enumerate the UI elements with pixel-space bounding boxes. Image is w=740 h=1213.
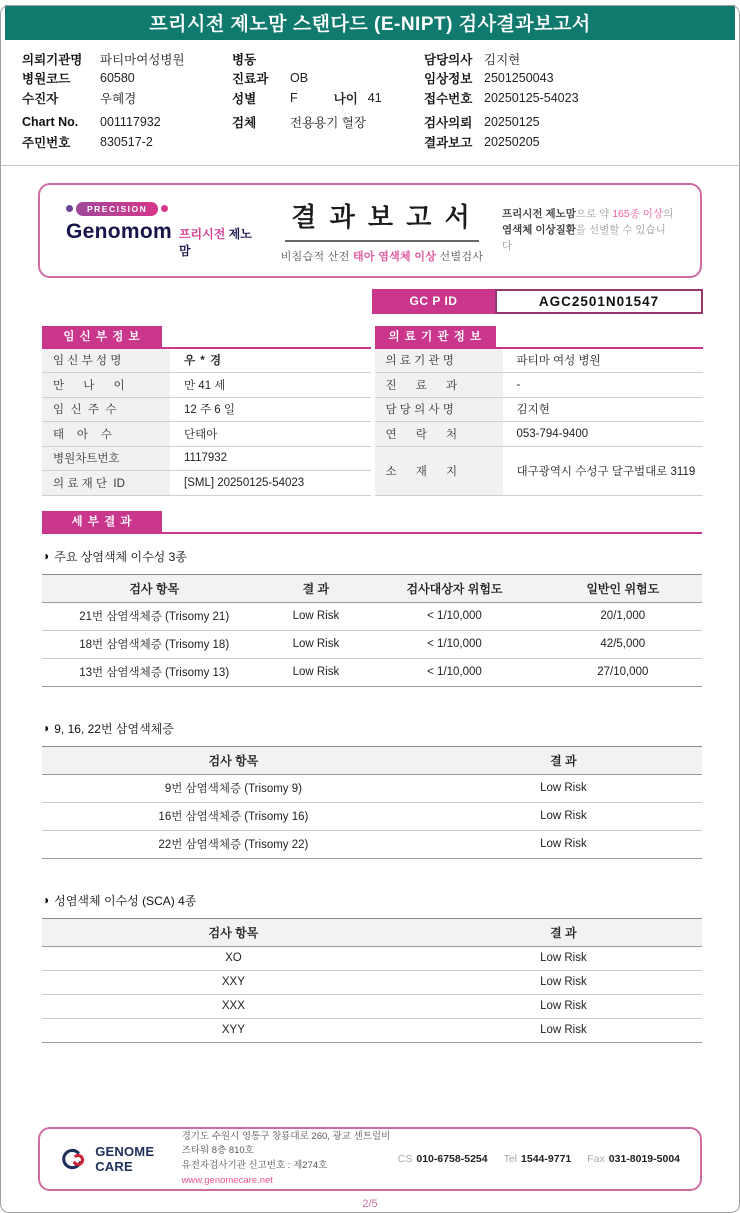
genomom-logo <box>66 202 262 259</box>
table-row <box>375 373 704 398</box>
row-value: 우 * 경 <box>184 355 223 368</box>
clinic-info-table <box>375 349 704 496</box>
row-value: 1117932 <box>184 452 228 465</box>
info-row <box>22 69 232 89</box>
contact-tel <box>504 1153 572 1165</box>
info-label: 결과보고 <box>424 135 473 150</box>
result-cell: < 1/10,000 <box>365 602 543 630</box>
genome-care-logo <box>60 1144 182 1174</box>
note-text: 의 <box>663 207 674 220</box>
info-value: 001117932 <box>100 115 161 130</box>
row-label: 만 나 이 <box>42 373 170 397</box>
info-value: 2501250043 <box>484 71 554 86</box>
table-row <box>375 422 704 447</box>
gcpid-value: AGC2501N01547 <box>495 289 703 314</box>
info-row <box>424 49 726 69</box>
row-label: 의 료 재 단 ID <box>42 471 170 495</box>
detail-results <box>42 511 702 1043</box>
result-cell: 16번 삼염색체증 (Trisomy 16) <box>42 802 425 830</box>
row-label: 진 료 과 <box>375 373 503 397</box>
footer-reg-number: 유전자검사기관 신고번호 : 제274호 <box>181 1160 328 1171</box>
info-label: 성별 <box>232 91 257 106</box>
note-bold: 염색체 이상질환 <box>502 223 576 236</box>
result-cell: 13번 삼염색체증 (Trisomy 13) <box>42 658 266 686</box>
result-cell: 21번 삼염색체증 (Trisomy 21) <box>42 602 266 630</box>
info-value: 20250125-54023 <box>484 90 579 105</box>
header-row <box>42 574 702 602</box>
note-text: 을 선별할 수 있습니다 <box>502 223 666 253</box>
row-value: 파티마 여성 병원 <box>516 355 601 368</box>
info-row <box>22 132 232 152</box>
autosome-result-table <box>42 574 702 687</box>
row-value: 만 41 세 <box>184 379 226 392</box>
info-row <box>424 113 726 133</box>
report-title: 프리시전 제노맘 스탠다드 (E-NIPT) 검사결과보고서 <box>149 14 591 35</box>
gcpid-row <box>0 289 703 314</box>
footer-card <box>38 1127 702 1191</box>
footer-contacts <box>398 1153 680 1165</box>
info-value: 우혜경 <box>100 91 137 106</box>
info-row <box>22 113 232 133</box>
result-row <box>42 946 702 970</box>
info-row <box>232 49 424 69</box>
table-row <box>375 398 704 423</box>
footer-address: 경기도 수원시 영통구 창룡대로 260, 광교 센트럴비즈타워 8층 810호 <box>181 1130 391 1157</box>
request-info-col-3 <box>424 49 726 152</box>
card-title-pill: 의 료 기 관 정 보 <box>375 326 497 347</box>
row-value: 김지현 <box>516 404 550 417</box>
section-heading-text: 9, 16, 22번 삼염색체증 <box>54 721 174 736</box>
contact-label: Tel <box>503 1153 518 1165</box>
result-cell: XYY <box>42 1018 425 1042</box>
half-circle-bullet-icon: ◑ <box>42 893 50 907</box>
header-row <box>42 746 702 774</box>
column-header: 결 과 <box>266 574 365 602</box>
brand-subtitle <box>179 225 262 259</box>
genome-care-logo-icon <box>60 1146 89 1173</box>
result-cell: 22번 삼염색체증 (Trisomy 22) <box>42 830 425 858</box>
badge-dot-right-icon <box>161 205 168 212</box>
info-label: 담당의사 <box>424 52 473 67</box>
row-label: 담 당 의 사 명 <box>375 398 503 422</box>
request-info-col-1 <box>22 49 232 152</box>
info-value: 60580 <box>100 71 135 86</box>
column-header: 결 과 <box>425 746 702 774</box>
result-row <box>42 802 702 830</box>
section-heading-text: 주요 상염색체 이수성 3종 <box>54 549 187 564</box>
info-value: F <box>290 90 298 105</box>
table-row <box>42 471 371 496</box>
result-cell: Low Risk <box>425 1018 702 1042</box>
info-label: 진료과 <box>232 72 269 87</box>
section-heading-text: 성염색체 이수성 (SCA) 4종 <box>54 893 197 908</box>
result-cell: 27/10,000 <box>544 658 702 686</box>
precision-badge-label: PRECISION <box>76 202 158 216</box>
contact-fax <box>587 1153 680 1165</box>
result-cell: Low Risk <box>266 630 365 658</box>
result-cell: < 1/10,000 <box>365 658 543 686</box>
contact-value: 031-8019-5004 <box>608 1153 680 1165</box>
request-info-panel <box>0 40 740 166</box>
result-cell: Low Risk <box>425 774 702 802</box>
row-value: 단태아 <box>184 428 218 441</box>
contact-cs <box>398 1153 488 1165</box>
info-value: 김지현 <box>484 52 521 67</box>
title-bar <box>5 5 735 40</box>
info-value: OB <box>290 71 309 86</box>
info-value: 파티마여성병원 <box>100 52 185 67</box>
column-header: 검사 항목 <box>42 918 425 946</box>
column-header: 검사 항목 <box>42 746 425 774</box>
column-header: 일반인 위험도 <box>544 574 702 602</box>
section-heading <box>42 548 702 565</box>
result-cell: Low Risk <box>425 802 702 830</box>
result-cell: XO <box>42 946 425 970</box>
info-label: 임상정보 <box>424 72 473 87</box>
info-row <box>424 88 726 108</box>
result-row <box>42 994 702 1018</box>
info-row <box>232 113 424 133</box>
info-label: 병원코드 <box>22 72 71 87</box>
table-row <box>42 349 371 374</box>
info-label: 병동 <box>232 52 257 67</box>
brand-line <box>66 220 262 259</box>
report-card-subtitle <box>281 248 484 264</box>
result-cell: Low Risk <box>266 658 365 686</box>
row-label: 임 신 주 수 <box>42 398 170 422</box>
column-header: 결 과 <box>425 918 702 946</box>
info-label: 나이 <box>333 91 358 106</box>
result-row <box>42 830 702 858</box>
row-label: 태 아 수 <box>42 422 170 446</box>
info-value: 전용용기 혈장 <box>290 116 366 131</box>
result-row <box>42 602 702 630</box>
note-text: 으로 약 <box>575 207 613 220</box>
info-label: 수진자 <box>22 91 59 106</box>
info-row <box>232 69 424 89</box>
mother-info-card <box>42 326 371 496</box>
subtitle-highlight: 태아 염색체 이상 <box>353 250 437 263</box>
page-number: 2/5 <box>362 1198 378 1210</box>
footer-address-block <box>182 1130 398 1189</box>
info-cards-row <box>42 326 703 496</box>
info-label: 검사의뢰 <box>424 116 473 131</box>
row-label: 의 료 기 관 명 <box>375 349 503 373</box>
footer-logo-text: GENOME CARE <box>95 1144 155 1174</box>
note-highlight: 165종 이상 <box>612 207 664 220</box>
table-row <box>42 422 371 447</box>
card-title-pill: 임 신 부 정 보 <box>42 326 162 347</box>
result-cell: 18번 삼염색체증 (Trisomy 18) <box>42 630 266 658</box>
subtitle-text: 선별검사 <box>436 250 484 263</box>
sca-result-table <box>42 918 702 1043</box>
row-label: 임 신 부 성 명 <box>42 349 170 373</box>
column-header: 검사 항목 <box>42 574 266 602</box>
note-bold: 프리시전 제노맘 <box>502 207 576 220</box>
info-value: 20250125 <box>484 115 540 130</box>
result-cell: Low Risk <box>425 946 702 970</box>
brand-name: Genomom <box>66 219 172 243</box>
contact-value: 1544-9771 <box>521 1153 572 1165</box>
column-header: 검사대상자 위험도 <box>365 574 543 602</box>
info-label: Chart No. <box>22 115 79 130</box>
footer-website: www.genomecare.net <box>181 1174 273 1186</box>
row-value: - <box>516 378 521 391</box>
request-info-col-2 <box>232 49 424 152</box>
table-row <box>42 447 371 472</box>
row-label: 소 재 지 <box>375 447 503 495</box>
brand-subtitle-dark: 제노맘 <box>178 226 252 258</box>
result-row <box>42 658 702 686</box>
info-label: 접수번호 <box>424 91 473 106</box>
table-row <box>42 398 371 423</box>
result-row <box>42 1018 702 1042</box>
result-cell: < 1/10,000 <box>365 630 543 658</box>
gcpid-box <box>372 289 703 314</box>
result-row <box>42 630 702 658</box>
row-label: 병원차트번호 <box>42 447 170 471</box>
result-cell: XXY <box>42 970 425 994</box>
table-row <box>375 447 704 496</box>
info-row <box>22 88 232 108</box>
report-card-heading <box>262 197 502 264</box>
mother-info-table <box>42 349 371 496</box>
row-label: 연 락 처 <box>375 422 503 446</box>
row-value: [SML] 20250125-54023 <box>184 476 305 489</box>
result-cell: 9번 삼염색체증 (Trisomy 9) <box>42 774 425 802</box>
result-cell: Low Risk <box>425 830 702 858</box>
result-cell: 42/5,000 <box>544 630 702 658</box>
info-value: 20250205 <box>484 134 540 149</box>
info-row <box>424 132 726 152</box>
report-card-title: 결 과 보 고 서 <box>285 197 478 242</box>
subtitle-text: 비침습적 산전 <box>280 250 353 263</box>
trisomy-result-table <box>42 746 702 859</box>
row-value: 대구광역시 수성구 달구벌대로 3119 <box>516 465 696 478</box>
promo-note <box>502 206 674 255</box>
result-cell: XXX <box>42 994 425 1018</box>
gcpid-label: GC P ID <box>372 289 495 314</box>
result-cell: Low Risk <box>266 602 365 630</box>
section-heading <box>42 892 702 909</box>
info-row <box>424 69 726 89</box>
half-circle-bullet-icon: ◑ <box>42 549 50 563</box>
info-label: 검체 <box>232 116 257 131</box>
precision-badge <box>66 202 262 216</box>
info-label: 주민번호 <box>22 135 71 150</box>
contact-label: Fax <box>587 1153 605 1165</box>
result-cell: 20/1,000 <box>544 602 702 630</box>
brand-subtitle-pink: 프리시전 <box>178 226 226 241</box>
info-row <box>232 88 424 108</box>
report-header-card <box>38 183 702 278</box>
result-row <box>42 774 702 802</box>
result-row <box>42 970 702 994</box>
info-label: 의뢰기관명 <box>22 52 83 67</box>
badge-dot-left-icon <box>66 205 73 212</box>
section-underline <box>42 532 702 534</box>
clinic-info-card <box>375 326 704 496</box>
contact-value: 010-6758-5254 <box>416 1153 488 1165</box>
half-circle-bullet-icon: ◑ <box>42 721 50 735</box>
table-row <box>375 349 704 374</box>
info-value: 830517-2 <box>100 134 153 149</box>
row-value: 053-794-9400 <box>516 427 589 440</box>
header-row <box>42 918 702 946</box>
result-cell: Low Risk <box>425 970 702 994</box>
table-row <box>42 373 371 398</box>
contact-label: CS <box>397 1153 413 1165</box>
section-heading <box>42 720 702 737</box>
row-value: 12 주 6 일 <box>184 404 235 417</box>
section-title-pill: 세 부 결 과 <box>42 511 162 532</box>
result-cell: Low Risk <box>425 994 702 1018</box>
info-value: 41 <box>367 90 382 105</box>
info-row <box>22 49 232 69</box>
